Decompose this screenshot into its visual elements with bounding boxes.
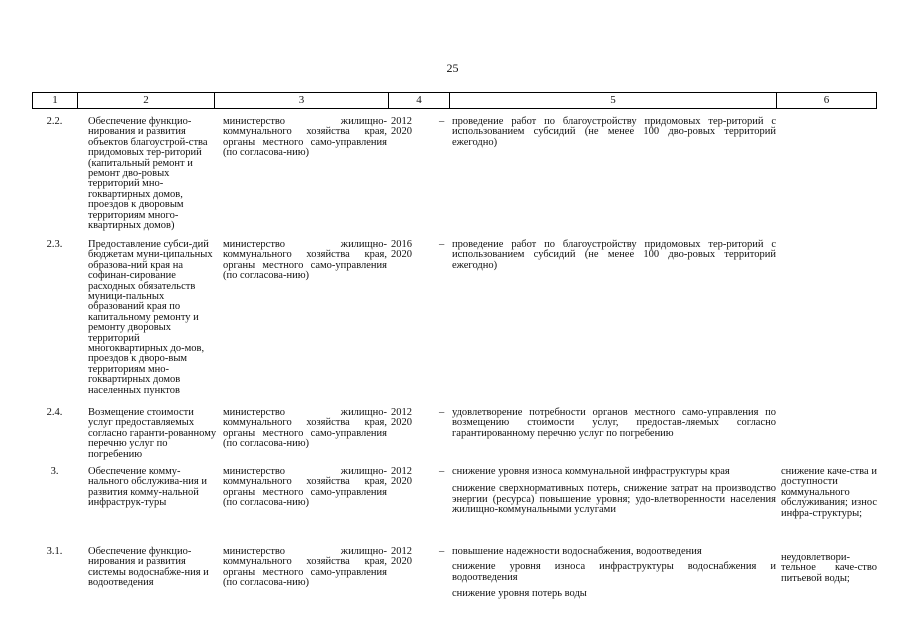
years: 2012 2020	[391, 466, 412, 488]
header-col-6: 6	[823, 94, 830, 106]
expected-results	[452, 240, 776, 275]
page-number: 25	[446, 61, 459, 75]
row-number: 3.	[50, 466, 59, 477]
measure-name: Возмещение стоимости услуг предоставляемых согласно гаранти-рованному перечню услуг по погребению	[88, 407, 217, 460]
indicator-item: неудовлетвори-тельное каче-ство питьевой воды;	[781, 552, 877, 584]
result-item: снижение сверхнормативных потерь, снижение затрат на производство энергии (ресурса) повышение уровня; удо-влетворенности населения жилищно-коммунальными услугами	[452, 483, 776, 516]
responsible: министерство жилищно-коммунального хозяйства края, органы местного само-управления (по согласова-нию)	[223, 546, 387, 589]
header-col-3: 3	[215, 93, 389, 108]
result-item: снижение уровня потерь воды	[452, 588, 587, 600]
result-item: проведение работ по благоустройству придомовых тер-риторий с использованием субсидий (не менее 100 дво-ровых территорий ежегодно)	[452, 116, 776, 148]
dash-marker: –	[439, 466, 445, 477]
result-item: снижение уровня износа инфраструктуры водоснабжения и водоотведения	[452, 561, 776, 583]
header-col-5: 5	[450, 93, 777, 108]
indicators	[781, 467, 877, 523]
result-item: снижение уровня износа коммунальной инфраструктуры края	[452, 466, 730, 477]
row-number: 2.4.	[46, 407, 63, 418]
result-item: удовлетворение потребности органов местного само-управления по возмещению стоимости услуг, предостав-ляемых согласно гарантированному перечню услуг по погребению	[452, 407, 776, 439]
responsible: министерство жилищно-коммунального хозяйства края, органы местного само-управления (по согласова-нию)	[223, 407, 387, 450]
expected-results	[452, 117, 776, 152]
header-col-1: 1	[33, 93, 78, 108]
indicators	[781, 553, 877, 588]
table-header	[32, 92, 877, 109]
responsible: министерство жилищно-коммунального хозяйства края, органы местного само-управления (по согласова-нию)	[223, 466, 387, 509]
dash-marker: –	[439, 239, 445, 250]
years: 2012 2020	[391, 116, 412, 138]
dash-marker: –	[439, 546, 445, 557]
measure-name: Предоставление субси-дий бюджетам муни-ципальных образова-ний края на софинан-сирование расходных обязательств муници-пальных образований края по капитальному ремонту и ремонту дворовых территорий многоквартирных до-мов, проездов к дворо-вым территориям мно-гоквартирных домов населенных пунктов	[88, 239, 213, 396]
indicator-item: снижение каче-ства и доступности коммунального обслуживания; износ инфра-структуры;	[781, 466, 877, 519]
result-item: проведение работ по благоустройству придомовых тер-риторий с использованием субсидий (не менее 100 дво-ровых территорий ежегодно)	[452, 239, 776, 271]
measure-name: Обеспечение функцио-нирования и развития системы водоснабже-ния и водоотведения	[88, 546, 209, 589]
measure-name: Обеспечение комму-нального обслужива-ния и развития комму-нальной инфраструк-туры	[88, 466, 207, 509]
row-number: 2.3.	[46, 239, 63, 250]
responsible: министерство жилищно-коммунального хозяйства края, органы местного само-управления (по согласова-нию)	[223, 239, 387, 282]
dash-marker: –	[439, 407, 445, 418]
years: 2012 2020	[391, 546, 412, 568]
measure-name: Обеспечение функцио-нирования и развития объектов благоустрой-ства придомовых тер-риторий (капитальный ремонт и ремонт дво-ровых территорий мно-гоквартирных домов, проездов к дворовым территориям много-квартирных домов)	[88, 116, 208, 232]
expected-results	[452, 408, 776, 443]
expected-results	[452, 547, 776, 604]
header-col-2: 2	[78, 93, 215, 108]
header-col-4: 4	[389, 93, 450, 108]
years: 2012 2020	[391, 407, 412, 429]
expected-results	[452, 467, 776, 520]
responsible: министерство жилищно-коммунального хозяйства края, органы местного само-управления (по согласова-нию)	[223, 116, 387, 159]
row-number: 3.1.	[46, 546, 63, 557]
dash-marker: –	[439, 116, 445, 127]
years: 2016 2020	[391, 239, 412, 261]
row-number: 2.2.	[46, 116, 63, 127]
result-item: повышение надежности водоснабжения, водоотведения	[452, 546, 702, 557]
